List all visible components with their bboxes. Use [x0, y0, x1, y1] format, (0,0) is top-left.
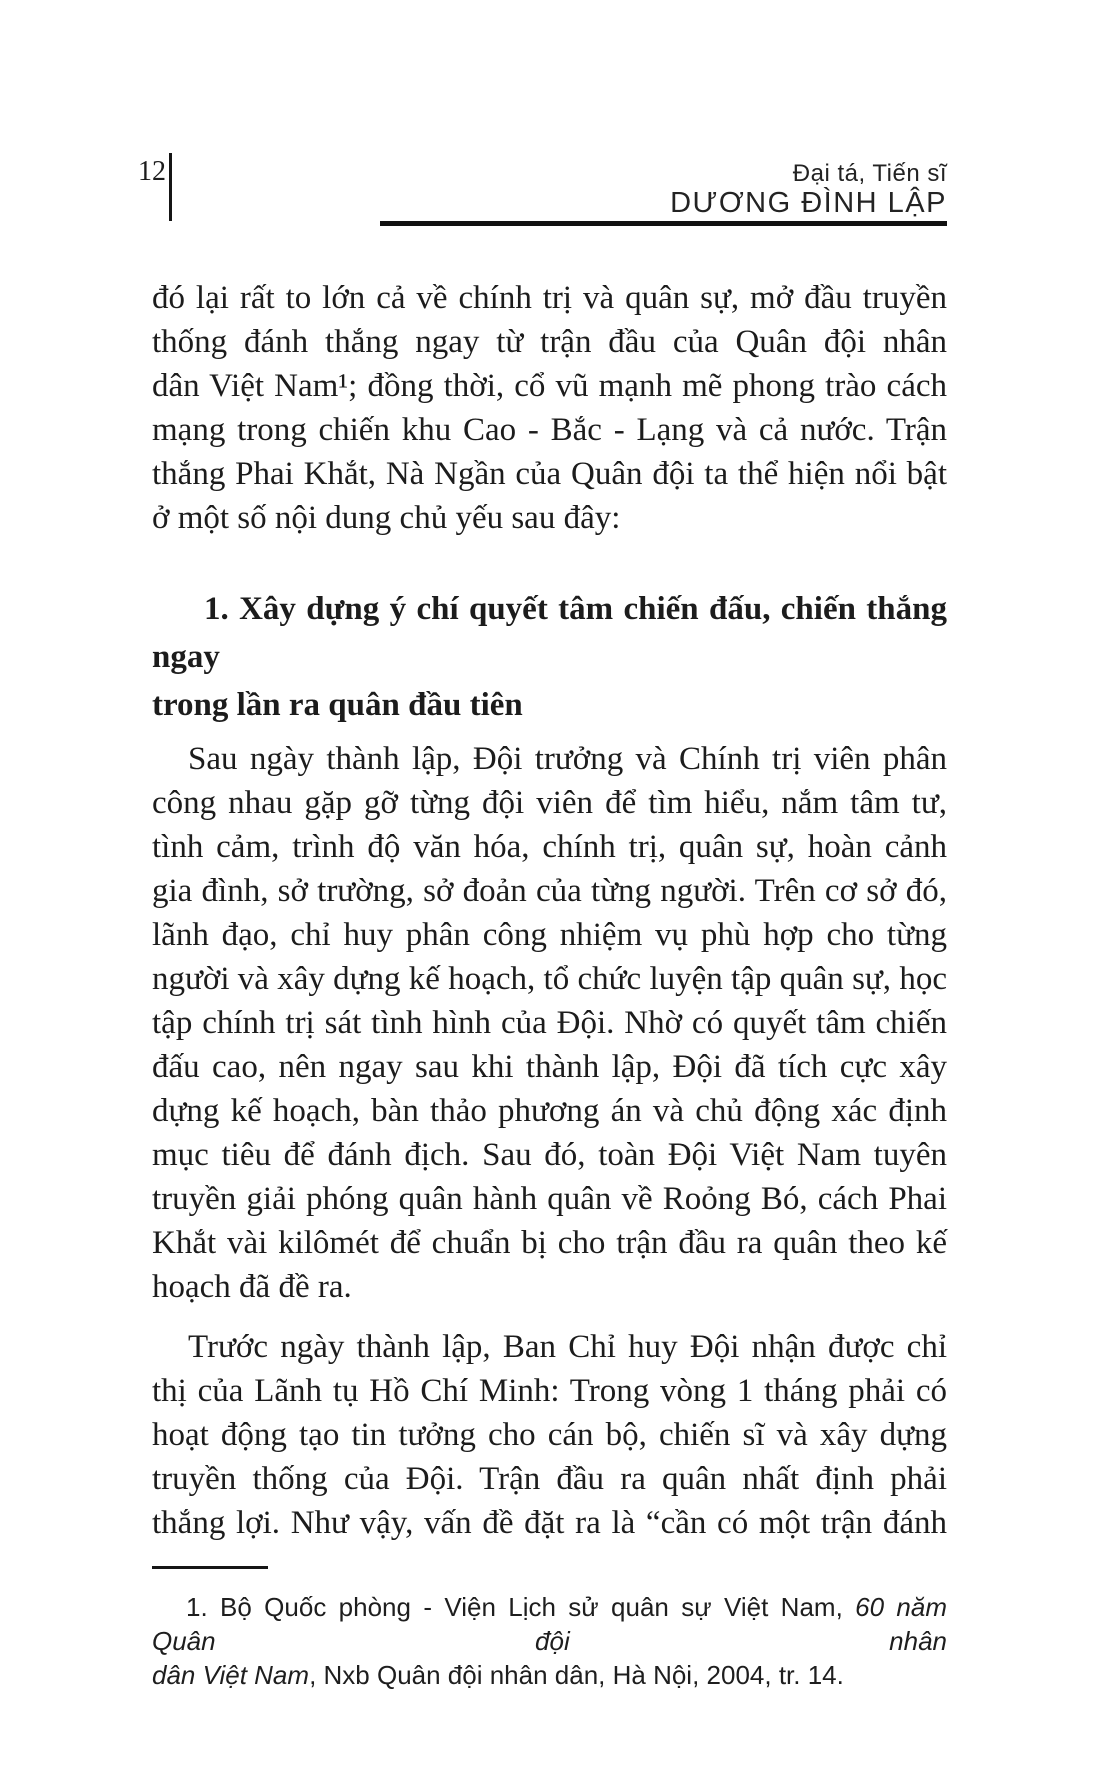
text-line: Khắt vài kilômét để chuẩn bị cho trận đầu ra quân theo kế	[152, 1225, 947, 1261]
text-line: dân Việt Nam¹; đồng thời, cổ vũ mạnh mẽ phong trào cách	[152, 368, 947, 404]
paragraph	[152, 276, 947, 540]
running-header	[670, 160, 947, 219]
page-number: 12	[138, 156, 166, 187]
footnote	[152, 1590, 947, 1692]
text-line: hoạt động tạo tin tưởng cho cán bộ, chiến sĩ và xây dựng	[152, 1417, 947, 1453]
text-line: người và xây dựng kế hoạch, tổ chức luyện tập quân sự, học	[152, 961, 947, 997]
header-vertical-bar	[169, 153, 172, 221]
text-line: thống đánh thắng ngay từ trận đầu của Quân đội nhân	[152, 324, 947, 360]
text-line: thắng lợi. Như vậy, vấn đề đặt ra là “cần có một trận đánh	[152, 1505, 947, 1541]
text-line: truyền thống của Đội. Trận đầu ra quân nhất định phải	[152, 1461, 947, 1497]
text-line: mục tiêu để đánh địch. Sau đó, toàn Đội Việt Nam tuyên	[152, 1137, 947, 1173]
text-line: hoạch đã đề ra.	[152, 1269, 352, 1305]
text-line: lãnh đạo, chỉ huy phân công nhiệm vụ phù hợp cho từng	[152, 917, 947, 953]
text-line: thắng Phai Khắt, Nà Ngần của Quân đội ta thể hiện nổi bật	[152, 456, 947, 492]
text-line: Sau ngày thành lập, Đội trưởng và Chính trị viên phân	[188, 741, 947, 777]
text-line: gia đình, sở trường, sở đoản của từng người. Trên cơ sở đó,	[152, 873, 947, 909]
footnote-book-title: dân Việt Nam	[152, 1660, 310, 1690]
paragraph	[152, 737, 947, 1309]
footnote-line	[152, 1658, 947, 1692]
text-line: đó lại rất to lớn cả về chính trị và quân sự, mở đầu truyền	[152, 280, 947, 316]
author-name: DƯƠNG ĐÌNH LẬP	[670, 187, 947, 219]
footnote-text: 1. Bộ Quốc phòng - Viện Lịch sử quân sự Việt Nam,	[186, 1592, 856, 1622]
text-line: mạng trong chiến khu Cao - Bắc - Lạng và cả nước. Trận	[152, 412, 947, 448]
heading-line: trong lần ra quân đầu tiên	[152, 687, 523, 723]
footnote-separator-rule	[152, 1566, 268, 1569]
body-text	[152, 276, 947, 1692]
text-line: Trước ngày thành lập, Ban Chỉ huy Đội nhận được chỉ	[188, 1329, 947, 1365]
paragraph	[152, 1325, 947, 1545]
text-line: tập chính trị sát tình hình của Đội. Nhờ có quyết tâm chiến	[152, 1005, 947, 1041]
text-line: đấu cao, nên ngay sau khi thành lập, Đội đã tích cực xây	[152, 1049, 947, 1085]
text-line: truyền giải phóng quân hành quân về Roỏng Bó, cách Phai	[152, 1181, 947, 1217]
text-line: ở một số nội dung chủ yếu sau đây:	[152, 500, 621, 536]
heading-line: 1. Xây dựng ý chí quyết tâm chiến đấu, chiến thắng ngay	[152, 591, 947, 675]
text-line: tình cảm, trình độ văn hóa, chính trị, quân sự, hoàn cảnh	[152, 829, 947, 865]
text-line: thị của Lãnh tụ Hồ Chí Minh: Trong vòng 1 tháng phải có	[152, 1373, 947, 1409]
footnote-line	[152, 1590, 947, 1658]
header-rule	[380, 221, 947, 226]
section-heading	[152, 585, 947, 729]
author-rank: Đại tá, Tiến sĩ	[792, 160, 947, 187]
text-line: công nhau gặp gỡ từng đội viên để tìm hiểu, nắm tâm tư,	[152, 785, 947, 821]
footnote-book-title: 60 năm Quân đội nhân	[152, 1592, 947, 1656]
footnote-text: , Nxb Quân đội nhân dân, Hà Nội, 2004, tr. 14.	[309, 1660, 844, 1690]
text-line: dựng kế hoạch, bàn thảo phương án và chủ động xác định	[152, 1093, 947, 1129]
